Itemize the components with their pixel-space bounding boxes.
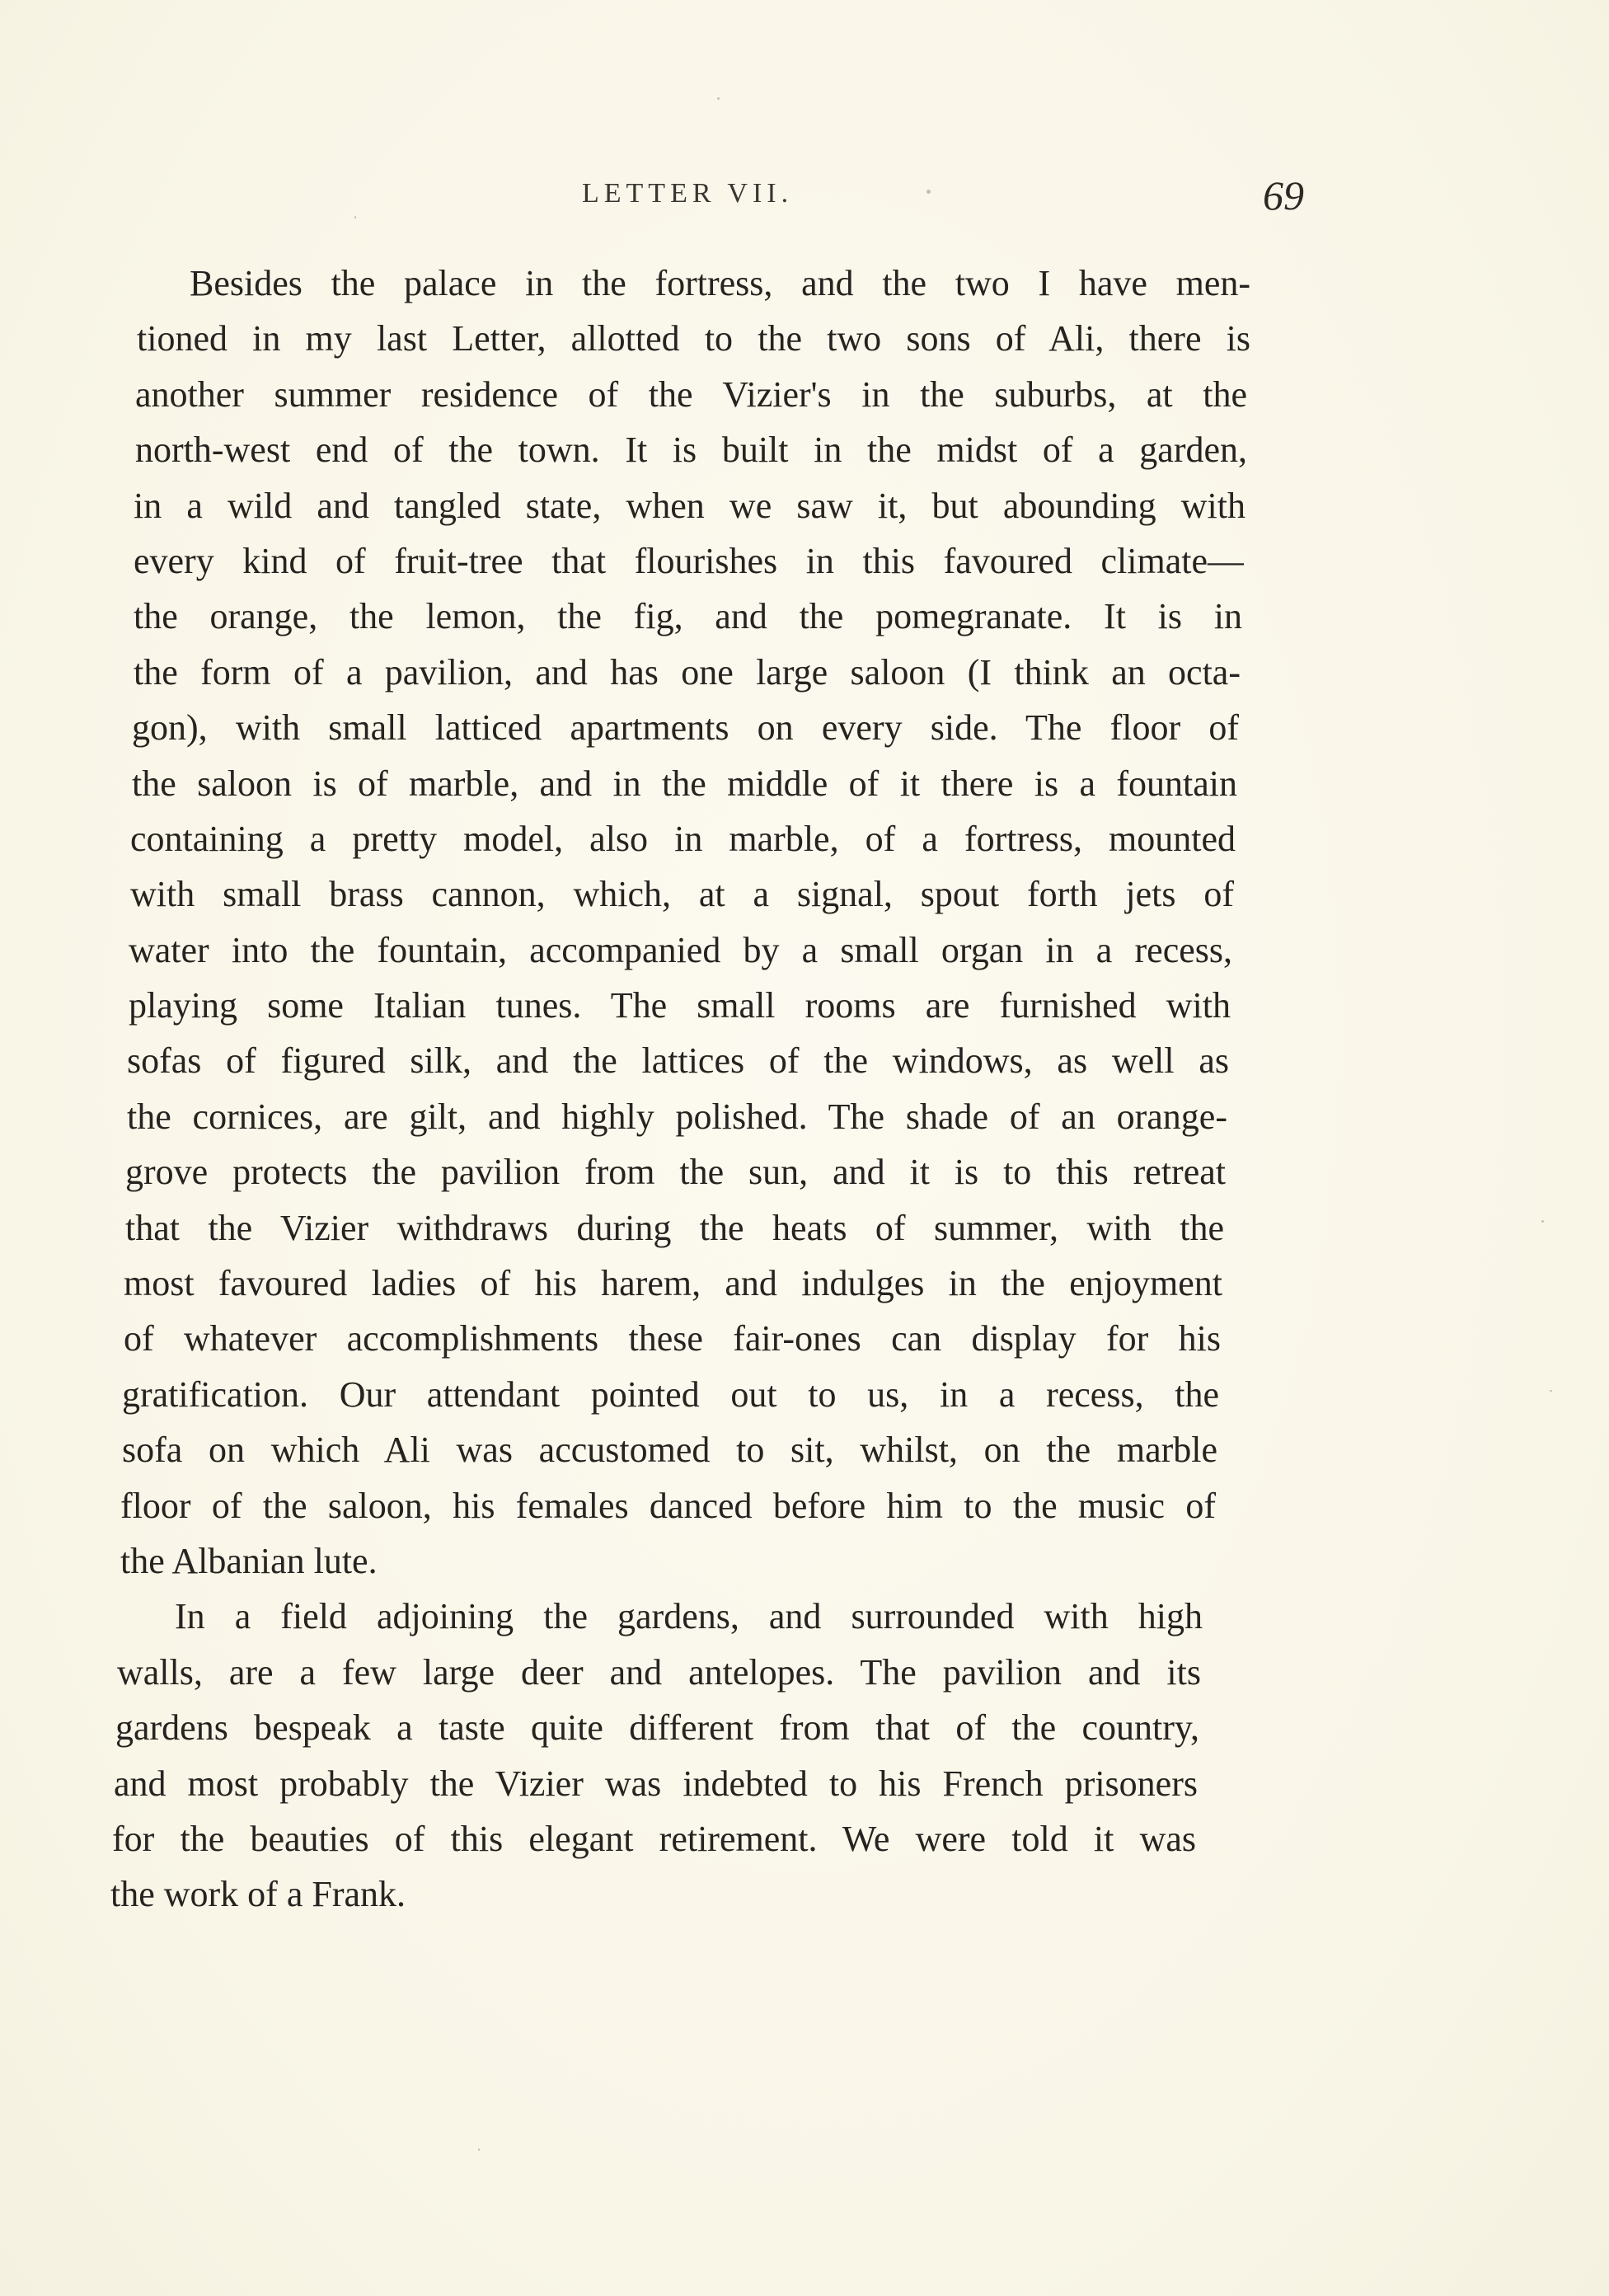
text-line: gon), with small latticed apartments on every side. The floor of (132, 707, 1239, 749)
text-line: walls, are a few large deer and antelopes. The pavilion and its (117, 1651, 1201, 1693)
text-line: that the Vizier withdraws during the heats of summer, with the (125, 1207, 1224, 1248)
body-text (109, 256, 1312, 1923)
text-line: every kind of fruit-tree that flourishes in this favoured climate— (134, 540, 1244, 581)
text-line: gardens bespeak a taste quite different from that of the country, (115, 1707, 1199, 1749)
paragraph-1 (109, 256, 1312, 1589)
text-line: Besides the palace in the fortress, and the two I have men- (190, 263, 1250, 303)
page-number: 69 (1263, 172, 1304, 218)
text-line: and most probably the Vizier was indebted to his French prisoners (114, 1763, 1198, 1804)
text-line: water into the fountain, accompanied by a small organ in a recess, (129, 929, 1232, 970)
text-line: the Albanian lute. (120, 1540, 378, 1581)
paper-speck (354, 216, 356, 218)
text-line: floor of the saloon, his females danced before him to the music of (120, 1485, 1216, 1526)
text-line: with small brass cannon, which, at a signal, spout forth jets of (130, 874, 1234, 915)
text-line: the form of a pavilion, and has one large saloon (I think an octa- (134, 651, 1241, 693)
text-line: playing some Italian tunes. The small rooms are furnished with (129, 985, 1231, 1026)
running-head (0, 171, 1609, 221)
running-title: LETTER VII. (582, 178, 794, 209)
text-line: the work of a Frank. (110, 1874, 406, 1915)
paper-speck (1541, 1220, 1544, 1223)
paper-speck (926, 190, 931, 194)
paper-speck (478, 2148, 480, 2151)
text-line: in a wild and tangled state, when we saw it, but abounding with (134, 485, 1245, 526)
text-line: most favoured ladies of his harem, and indulges in the enjoyment (124, 1263, 1222, 1304)
text-line: north-west end of the town. It is built in the midst of a garden, (135, 430, 1247, 471)
text-line: sofas of figured silk, and the lattices of the windows, as well as (127, 1040, 1229, 1082)
text-line: sofa on which Ali was accustomed to sit, whilst, on the marble (122, 1430, 1217, 1471)
text-line: containing a pretty model, also in marble, of a fortress, mounted (130, 818, 1236, 859)
text-line: tioned in my last Letter, allotted to the two sons of Ali, there is (137, 318, 1250, 359)
paper-speck (1550, 1390, 1552, 1392)
text-line: gratification. Our attendant pointed out to us, in a recess, the (122, 1373, 1219, 1415)
paragraph-2 (109, 1589, 1312, 1922)
text-line: another summer residence of the Vizier's in the suburbs, at the (135, 373, 1247, 415)
paper-speck (717, 97, 720, 100)
text-line: the orange, the lemon, the fig, and the pomegranate. It is in (134, 596, 1242, 637)
text-line: of whatever accomplishments these fair-ones can display for his (124, 1318, 1221, 1359)
text-line: the saloon is of marble, and in the middle of it there is a fountain (132, 763, 1237, 804)
text-line: the cornices, are gilt, and highly polished. The shade of an orange- (127, 1096, 1227, 1137)
text-line: for the beauties of this elegant retirement. We were told it was (112, 1818, 1196, 1859)
text-line: grove protects the pavilion from the sun, and it is to this retreat (125, 1152, 1226, 1193)
text-line: In a field adjoining the gardens, and surrounded with high (175, 1596, 1203, 1637)
